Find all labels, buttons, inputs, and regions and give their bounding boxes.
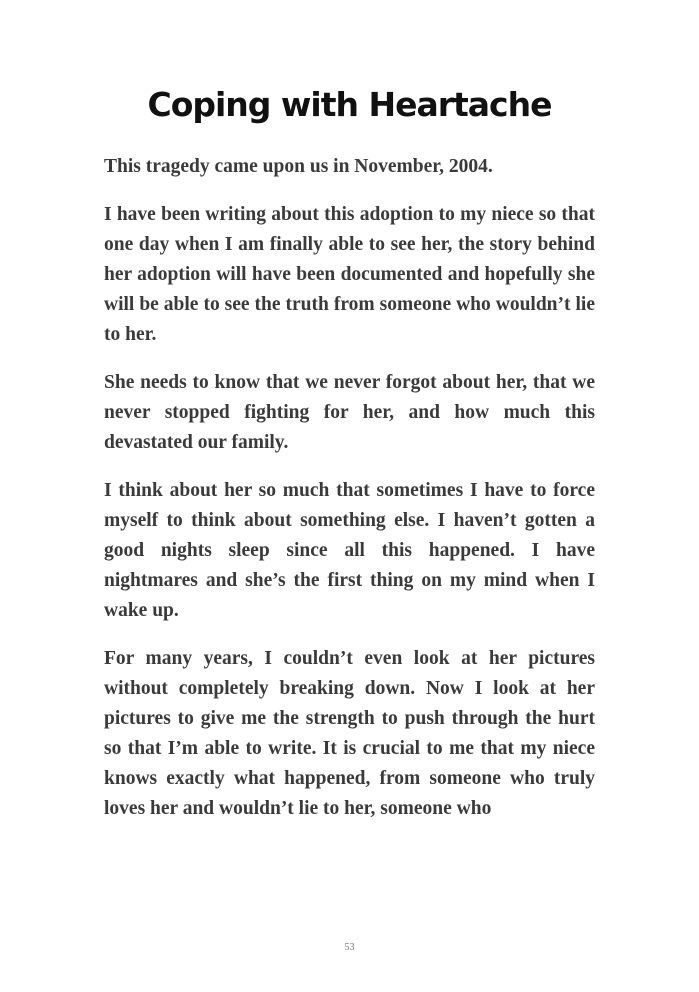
paragraph: I think about her so much that sometimes I have to force myself to think about something else. I haven’t gotten a good nights sleep since all this happened. I have nightmares and she’s the first thing on my mind when I wake up. [104,480,595,621]
body-text [104,152,595,842]
page-number: 53 [344,942,355,953]
page-title: Coping with Heartache [147,85,552,124]
paragraph: This tragedy came upon us in November, 2004. [104,156,493,177]
paragraph: For many years, I couldn’t even look at her pictures without completely breaking down. Now I look at her pictures to give me the strength to push through the hurt so that I’m able to write. It is crucial to me that my niece knows exactly what happened, from someone who truly loves her and wouldn’t lie to her, someone who [104,648,595,819]
paragraph: I have been writing about this adoption to my niece so that one day when I am finally able to see her, the story behind her adoption will have been documented and hopefully she will be able to see the truth from someone who wouldn’t lie to her. [104,204,595,345]
paragraph: She needs to know that we never forgot about her, that we never stopped fighting for her, and how much this devastated our family. [104,372,595,453]
